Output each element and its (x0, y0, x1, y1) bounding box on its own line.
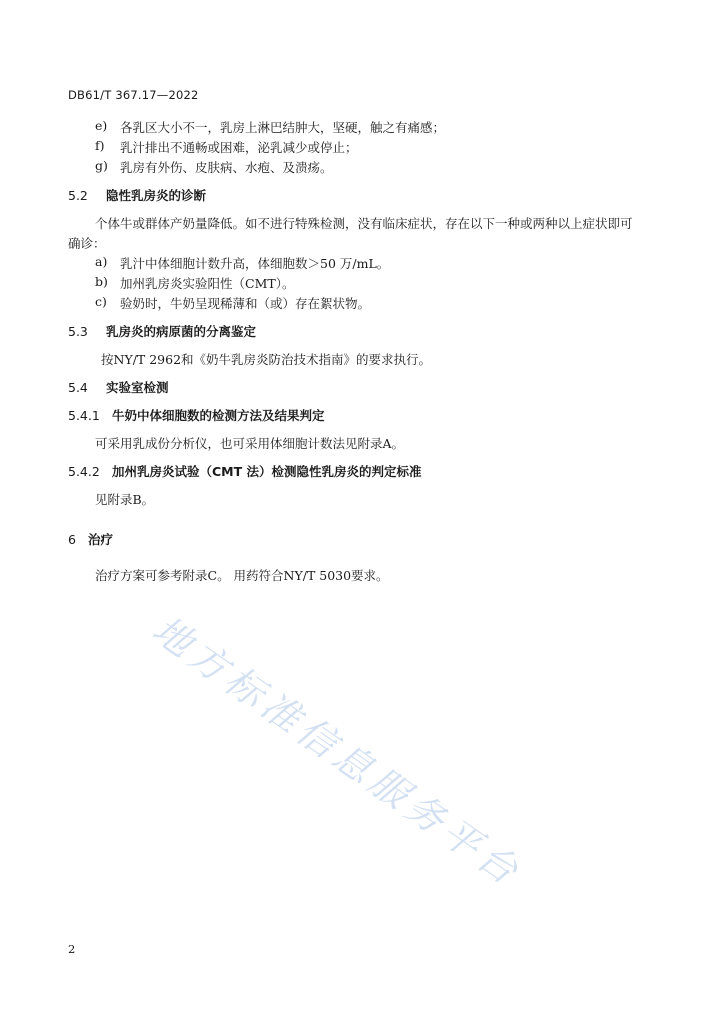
section-heading-5-2 (68, 186, 206, 204)
page-number: 2 (68, 942, 76, 956)
section-title: 牛奶中体细胞数的检测方法及结果判定 (112, 408, 325, 423)
paragraph-line: 治疗方案可参考附录C。 用药符合NY/T 5030要求。 (95, 568, 389, 583)
section-number: 5.3 (68, 324, 88, 339)
watermark: 地方标准信息服务平台 (144, 607, 531, 896)
list-text: 验奶时，牛奶呈现稀薄和（或）存在絮状物。 (120, 296, 371, 311)
section-number: 5.4.2 (68, 464, 100, 479)
section-title: 实验室检测 (106, 380, 169, 395)
paragraph-line: 确诊： (68, 236, 106, 251)
section-title: 治疗 (88, 532, 114, 547)
section-title: 隐性乳房炎的诊断 (106, 188, 207, 203)
list-text: 加州乳房炎实验阳性（CMT）。 (120, 276, 295, 291)
list-text: 乳汁排出不通畅或困难，泌乳减少或停止； (120, 140, 358, 155)
paragraph-line: 按NY/T 2962和《奶牛乳房炎防治技术指南》的要求执行。 (101, 352, 432, 367)
paragraph-line: 见附录B。 (95, 492, 155, 507)
paragraph-line: 个体牛或群体产奶量降低。如不进行特殊检测，没有临床症状，存在以下一种或两种以上症状即可 (95, 216, 633, 231)
section-number: 5.4.1 (68, 408, 100, 423)
list-marker: f) (95, 138, 105, 153)
list-marker: b) (95, 274, 108, 289)
list-text: 乳房有外伤、皮肤病、水疱、及溃疡。 (120, 160, 333, 175)
list-marker: a) (95, 254, 108, 269)
section-heading-6 (68, 530, 113, 548)
section-heading-5-4-1 (68, 406, 325, 424)
list-marker: e) (95, 118, 108, 133)
list-text: 各乳区大小不一，乳房上淋巴结肿大，坚硬，触之有痛感； (120, 120, 446, 135)
list-marker: g) (95, 158, 108, 173)
list-marker: c) (95, 294, 107, 309)
section-title: 加州乳房炎试验（CMT 法）检测隐性乳房炎的判定标准 (112, 464, 422, 479)
section-number: 5.4 (68, 380, 88, 395)
paragraph-line: 可采用乳成份分析仪，也可采用体细胞计数法见附录A。 (95, 436, 405, 451)
document-id-header: DB61/T 367.17—2022 (68, 88, 199, 102)
section-number: 5.2 (68, 188, 88, 203)
section-heading-5-3 (68, 322, 256, 340)
section-number: 6 (68, 532, 76, 547)
section-heading-5-4 (68, 378, 169, 396)
list-text: 乳汁中体细胞计数升高，体细胞数＞50 万/mL。 (120, 256, 390, 271)
section-title: 乳房炎的病原菌的分离鉴定 (106, 324, 257, 339)
section-heading-5-4-2 (68, 462, 422, 480)
